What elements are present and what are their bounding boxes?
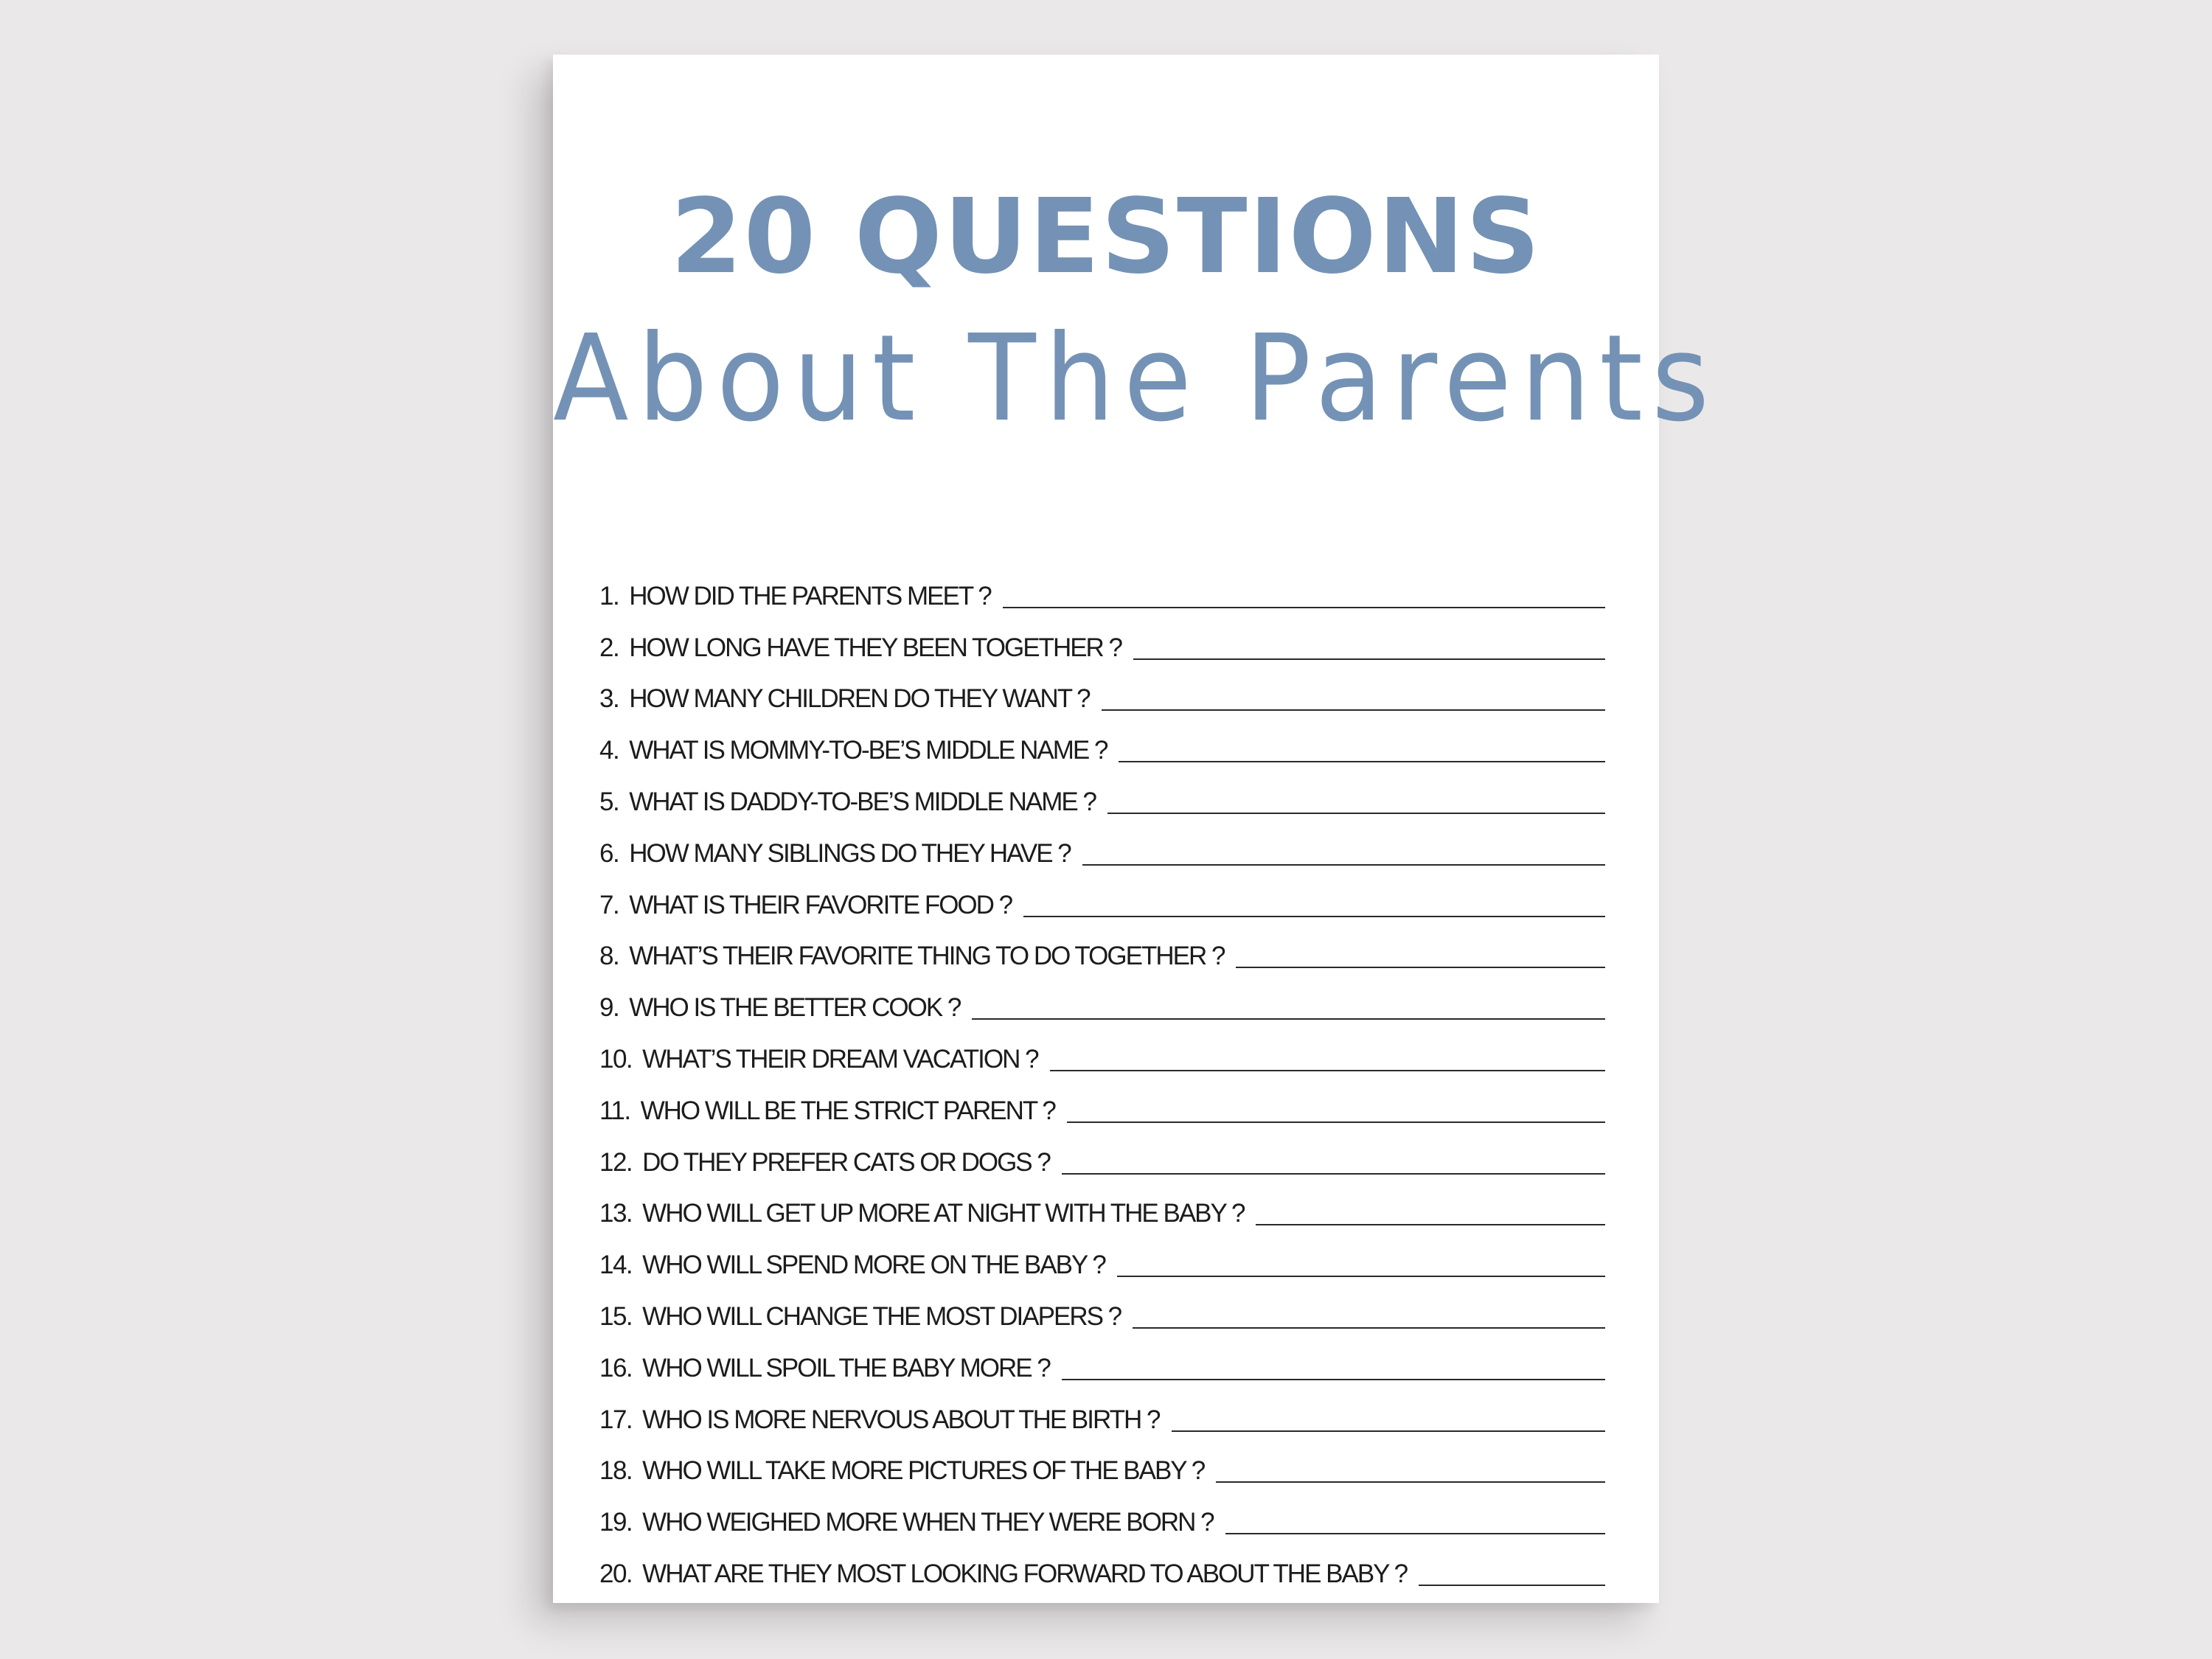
answer-line [1062, 1173, 1605, 1175]
question-number: 19. [599, 1508, 633, 1537]
question-text: WHO WILL SPOIL THE BABY MORE ? [642, 1353, 1050, 1382]
answer-line [1067, 1121, 1605, 1123]
question-text: HOW MANY CHILDREN DO THEY WANT ? [629, 684, 1090, 714]
question-number: 20. [599, 1559, 633, 1588]
answer-line [1133, 1327, 1605, 1329]
question-number: 10. [599, 1044, 633, 1074]
question-number: 12. [599, 1147, 633, 1177]
question-number: 3. [599, 684, 619, 714]
question-number: 11. [599, 1096, 630, 1125]
question-text: HOW LONG HAVE THEY BEEN TOGETHER ? [629, 633, 1122, 662]
question-item-6 [599, 818, 1605, 869]
question-item-11 [599, 1075, 1605, 1127]
answer-line [1236, 967, 1605, 968]
question-number: 8. [599, 942, 619, 971]
answer-line [1172, 1430, 1606, 1432]
question-text: WHAT IS MOMMY-TO-BE’S MIDDLE NAME ? [629, 736, 1107, 765]
question-number: 14. [599, 1251, 633, 1280]
question-item-1 [599, 560, 1605, 612]
question-item-2 [599, 612, 1605, 664]
question-number: 2. [599, 633, 619, 662]
answer-line [972, 1018, 1605, 1020]
question-item-8 [599, 921, 1605, 973]
answer-line [1117, 1276, 1605, 1277]
question-text: WHAT IS DADDY-TO-BE’S MIDDLE NAME ? [629, 787, 1096, 816]
question-list [599, 560, 1605, 1590]
question-text: HOW DID THE PARENTS MEET ? [629, 581, 991, 611]
answer-line [1133, 658, 1605, 660]
question-number: 1. [599, 581, 619, 611]
question-item-3 [599, 664, 1605, 715]
question-text: WHO WILL GET UP MORE AT NIGHT WITH THE BABY ? [642, 1199, 1245, 1228]
answer-line [1062, 1379, 1605, 1380]
answer-line [1119, 761, 1605, 762]
question-item-13 [599, 1178, 1605, 1230]
question-text: WHO WILL TAKE MORE PICTURES OF THE BABY ? [642, 1456, 1205, 1486]
question-number: 5. [599, 787, 619, 816]
question-text: WHO WILL SPEND MORE ON THE BABY ? [642, 1251, 1105, 1280]
answer-line [1216, 1481, 1605, 1483]
question-number: 7. [599, 890, 619, 919]
question-number: 17. [599, 1405, 633, 1434]
question-number: 6. [599, 838, 619, 868]
question-item-9 [599, 972, 1605, 1023]
question-item-18 [599, 1436, 1605, 1487]
answer-line [1225, 1533, 1605, 1534]
question-item-7 [599, 869, 1605, 921]
question-text: WHO IS THE BETTER COOK ? [629, 993, 961, 1023]
question-text: DO THEY PREFER CATS OR DOGS ? [642, 1147, 1050, 1177]
question-number: 13. [599, 1199, 633, 1228]
page-subtitle: About The Parents [553, 310, 1719, 448]
answer-line [1003, 607, 1605, 608]
question-text: WHO WILL BE THE STRICT PARENT ? [640, 1096, 1055, 1125]
answer-line [1256, 1224, 1605, 1225]
printable-sheet [553, 55, 1719, 1603]
question-number: 4. [599, 736, 619, 765]
question-text: WHO WEIGHED MORE WHEN THEY WERE BORN ? [642, 1508, 1214, 1537]
answer-line [1082, 864, 1605, 866]
question-text: WHO IS MORE NERVOUS ABOUT THE BIRTH ? [642, 1405, 1160, 1434]
question-item-4 [599, 714, 1605, 766]
question-item-5 [599, 766, 1605, 818]
question-item-15 [599, 1281, 1605, 1332]
question-text: WHO WILL CHANGE THE MOST DIAPERS ? [642, 1301, 1121, 1331]
answer-line [1023, 916, 1605, 917]
question-text: HOW MANY SIBLINGS DO THEY HAVE ? [629, 838, 1071, 868]
question-number: 18. [599, 1456, 633, 1486]
answer-line [1102, 709, 1605, 711]
question-number: 9. [599, 993, 619, 1023]
question-item-19 [599, 1486, 1605, 1538]
question-number: 16. [599, 1353, 633, 1382]
question-item-17 [599, 1384, 1605, 1436]
answer-line [1107, 813, 1605, 814]
question-item-10 [599, 1023, 1605, 1075]
question-item-14 [599, 1229, 1605, 1281]
question-text: WHAT’S THEIR FAVORITE THING TO DO TOGETHER ? [629, 942, 1225, 971]
question-item-16 [599, 1332, 1605, 1384]
question-text: WHAT’S THEIR DREAM VACATION ? [642, 1044, 1038, 1074]
question-text: WHAT IS THEIR FAVORITE FOOD ? [629, 890, 1012, 919]
question-text: WHAT ARE THEY MOST LOOKING FORWARD TO ABOUT THE BABY ? [642, 1559, 1408, 1588]
page-title: 20 QUESTIONS [670, 177, 1542, 297]
question-item-12 [599, 1127, 1605, 1178]
answer-line [1419, 1585, 1605, 1586]
question-item-20 [599, 1538, 1605, 1590]
question-number: 15. [599, 1301, 633, 1331]
answer-line [1050, 1070, 1605, 1071]
